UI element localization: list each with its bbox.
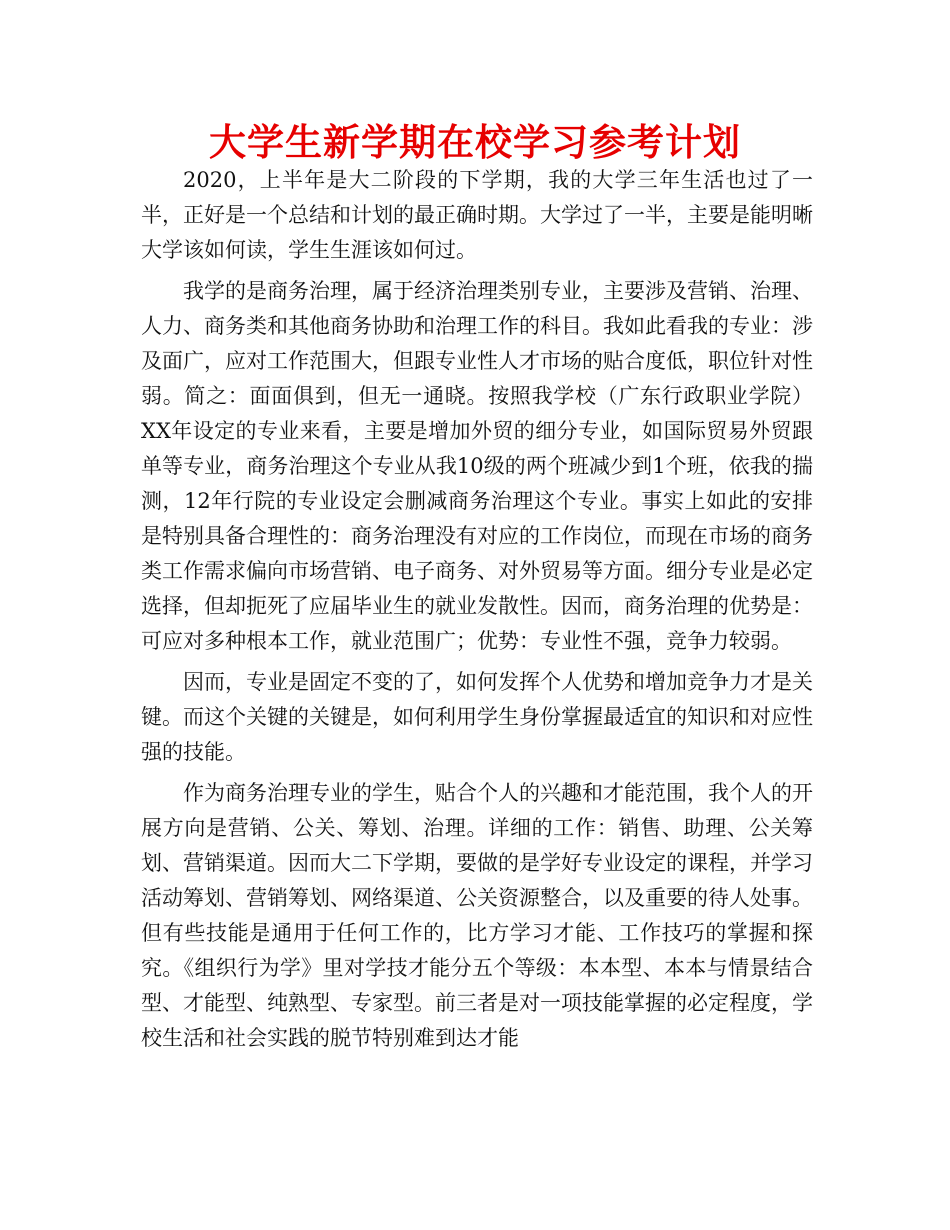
paragraph: 因而，专业是固定不变的了，如何发挥个人优势和增加竞争力才是关键。而这个关键的关键是，如何利用学生身份掌握最适宜的知识和对应性强的技能。 [141, 670, 813, 764]
document-body [141, 163, 813, 1062]
paragraph: 作为商务治理专业的学生，贴合个人的兴趣和才能范围，我个人的开展方向是营销、公关、筹划、治理。详细的工作：销售、助理、公关筹划、营销渠道。因而大二下学期，要做的是学好专业设定的课程，并学习活动筹划、营销筹划、网络渠道、公关资源整合，以及重要的待人处事。但有些技能是通用于任何工作的，比方学习才能、工作技巧的掌握和探究。《组织行为学》里对学技才能分五个等级：本本型、本本与情景结合型、才能型、纯熟型、专家型。前三者是对一项技能掌握的必定程度，学校生活和社会实践的脱节特别难到达才能 [141, 781, 813, 1050]
document-title: 大学生新学期在校学习参考计划 [209, 121, 741, 164]
paragraph: 2020，上半年是大二阶段的下学期，我的大学三年生活也过了一半，正好是一个总结和计划的最正确时期。大学过了一半，主要是能明晰大学该如何读，学生生涯该如何过。 [141, 168, 813, 262]
paragraph: 我学的是商务治理，属于经济治理类别专业，主要涉及营销、治理、人力、商务类和其他商务协助和治理工作的科目。我如此看我的专业：涉及面广，应对工作范围大，但跟专业性人才市场的贴合度低，职位针对性弱。简之：面面俱到，但无一通晓。按照我学校（广东行政职业学院）XX年设定的专业来看，主要是增加外贸的细分专业，如国际贸易外贸跟单等专业，商务治理这个专业从我10级的两个班减少到1个班，依我的揣测，12年行院的专业设定会删减商务治理这个专业。事实上如此的安排是特别具备合理性的：商务治理没有对应的工作岗位，而现在市场的商务类工作需求偏向市场营销、电子商务、对外贸易等方面。细分专业是必定选择，但却扼死了应届毕业生的就业发散性。因而，商务治理的优势是：可应对多种根本工作，就业范围广；优势：专业性不强，竞争力较弱。 [141, 279, 813, 653]
